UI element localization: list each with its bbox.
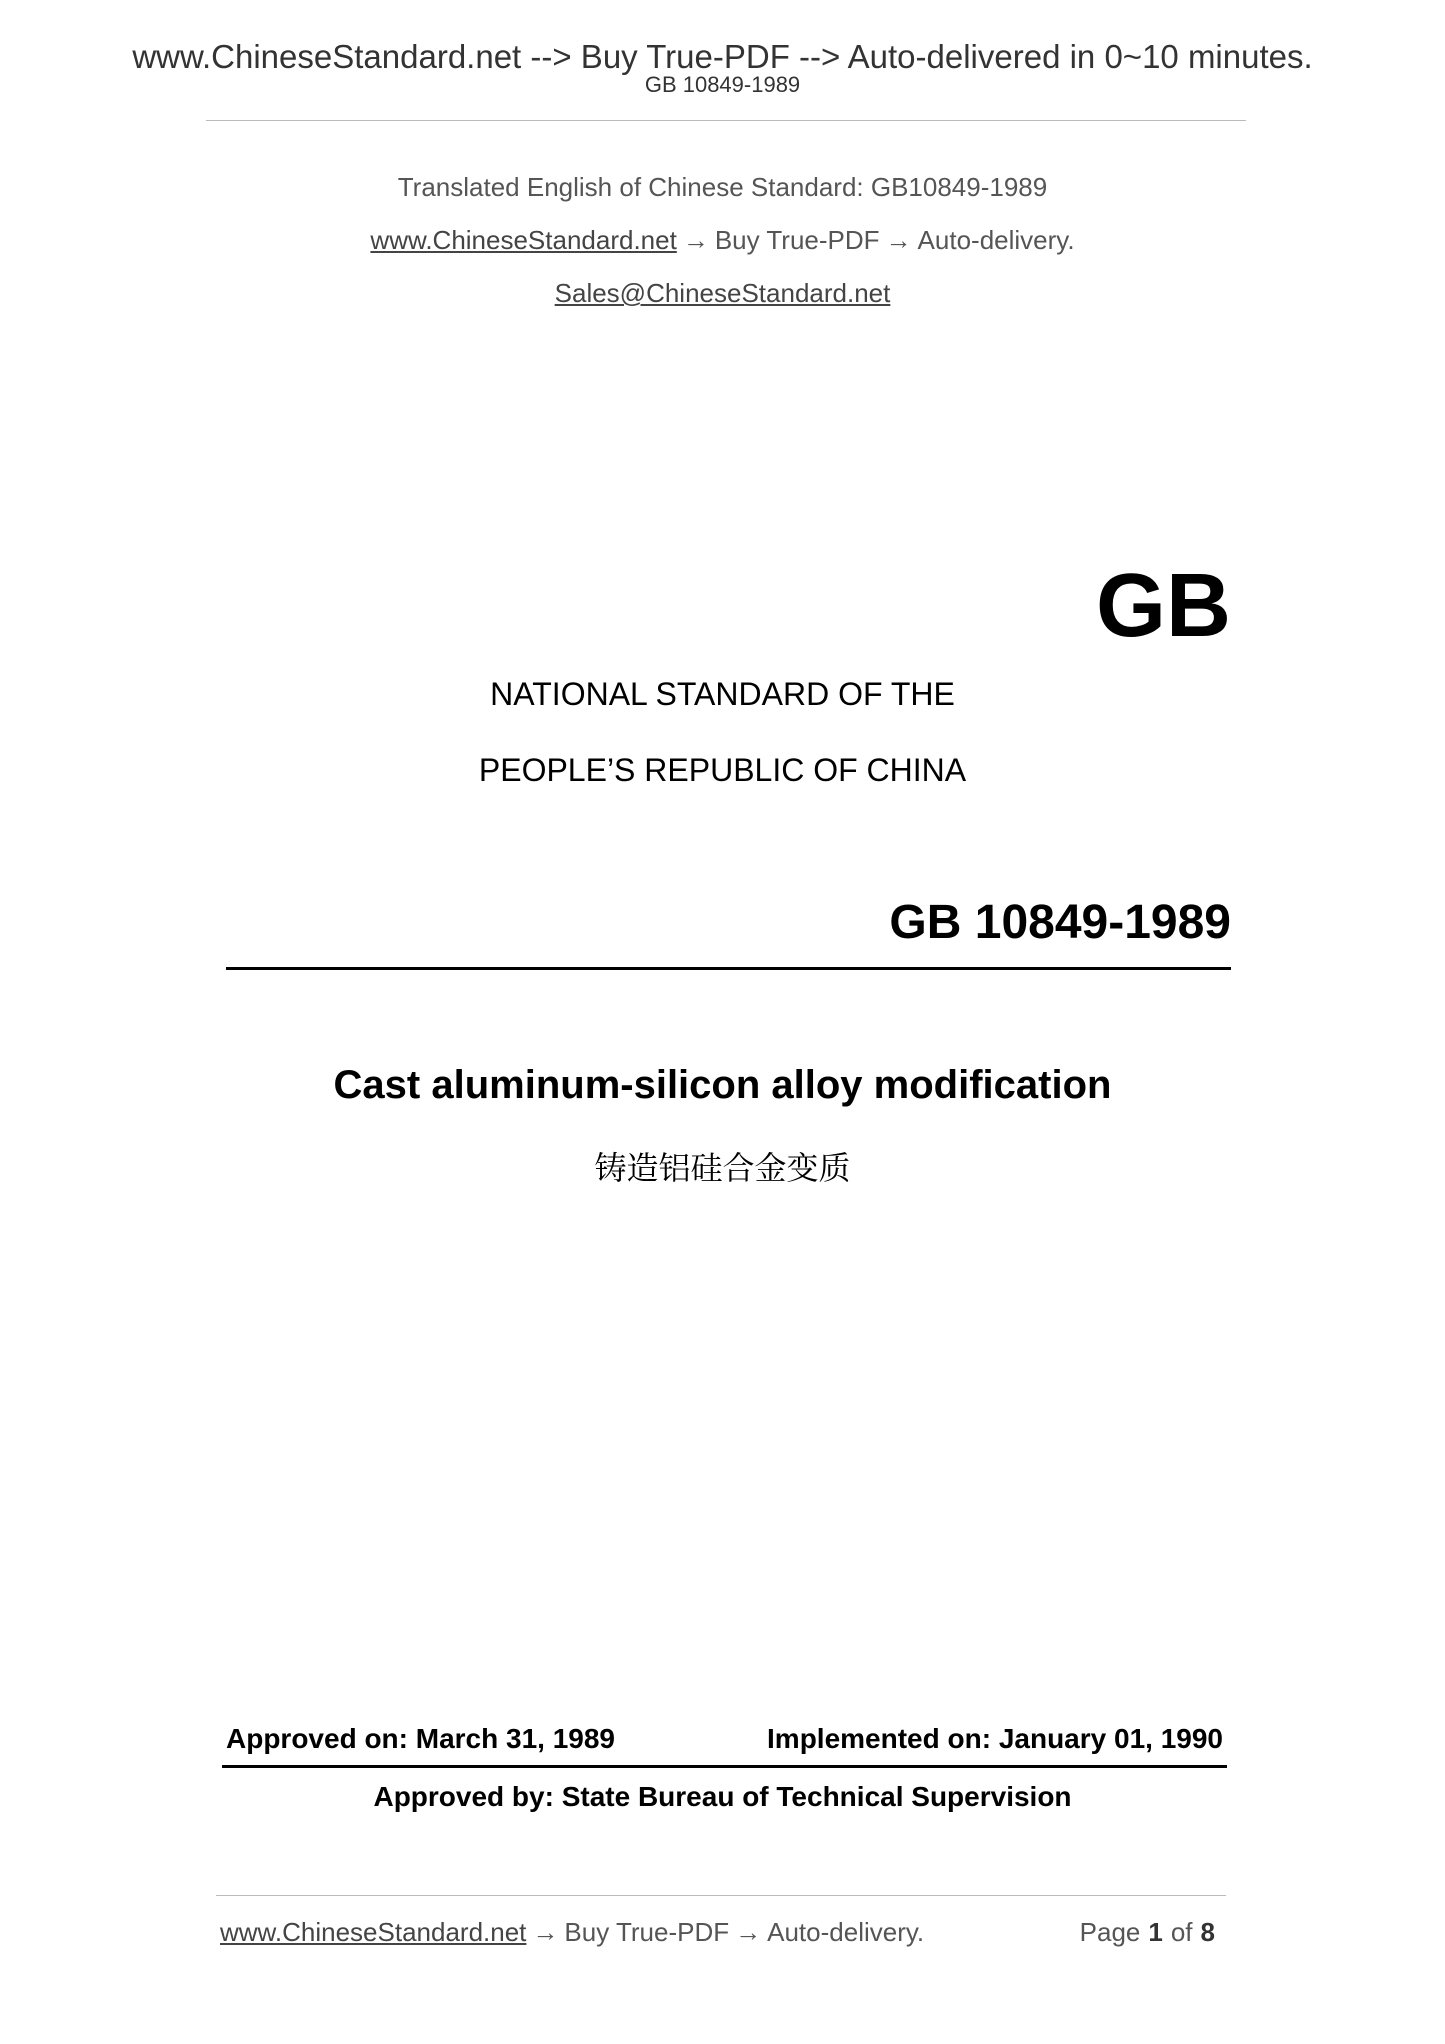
header-divider (206, 120, 1246, 121)
page-of-label: of (1170, 1917, 1193, 1947)
dates-divider (222, 1765, 1227, 1768)
title-divider (226, 967, 1231, 970)
auto-delivery-text: Auto-delivery. (917, 225, 1075, 255)
buy-text: Buy True-PDF (714, 225, 880, 255)
arrow-right-icon: → (735, 1917, 762, 1947)
page-indicator (1080, 1917, 1223, 1948)
header-banner: www.ChineseStandard.net --> Buy True-PDF --> Auto-delivered in 0~10 minutes. (132, 38, 1313, 75)
gb-logo: GB (1096, 556, 1231, 656)
sales-email-link[interactable]: Sales@ChineseStandard.net (554, 278, 891, 308)
footer-divider (216, 1895, 1226, 1896)
document-title-zh: 铸造铝硅合金变质 (594, 1149, 851, 1187)
arrow-right-icon: → (682, 225, 709, 255)
page-current: 1 (1148, 1917, 1163, 1947)
approved-by: Approved by: State Bureau of Technical Supervision (373, 1781, 1072, 1812)
page-total: 8 (1200, 1917, 1215, 1947)
footer-site-link[interactable]: www.ChineseStandard.net (220, 1917, 527, 1947)
document-title-en: Cast aluminum-silicon alloy modification (333, 1063, 1112, 1107)
arrow-right-icon: → (532, 1917, 559, 1947)
footer-auto-delivery-text: Auto-delivery. (767, 1917, 925, 1947)
approved-on-date: Approved on: March 31, 1989 (226, 1723, 616, 1754)
standard-number: GB 10849-1989 (889, 896, 1231, 949)
page-label: Page (1079, 1917, 1141, 1947)
arrow-right-icon: → (885, 225, 912, 255)
footer-purchase-line (220, 1917, 924, 1948)
purchase-line (0, 225, 1445, 256)
translation-note: Translated English of Chinese Standard: GB10849-1989 (397, 172, 1048, 202)
site-link[interactable]: www.ChineseStandard.net (370, 225, 677, 255)
national-standard-line2: PEOPLE’S REPUBLIC OF CHINA (478, 752, 967, 788)
footer-buy-text: Buy True-PDF (564, 1917, 730, 1947)
implemented-on-date: Implemented on: January 01, 1990 (767, 1723, 1223, 1754)
national-standard-line1: NATIONAL STANDARD OF THE (490, 676, 955, 712)
sales-email-line (0, 278, 1445, 309)
header-doc-number: GB 10849-1989 (644, 72, 801, 97)
